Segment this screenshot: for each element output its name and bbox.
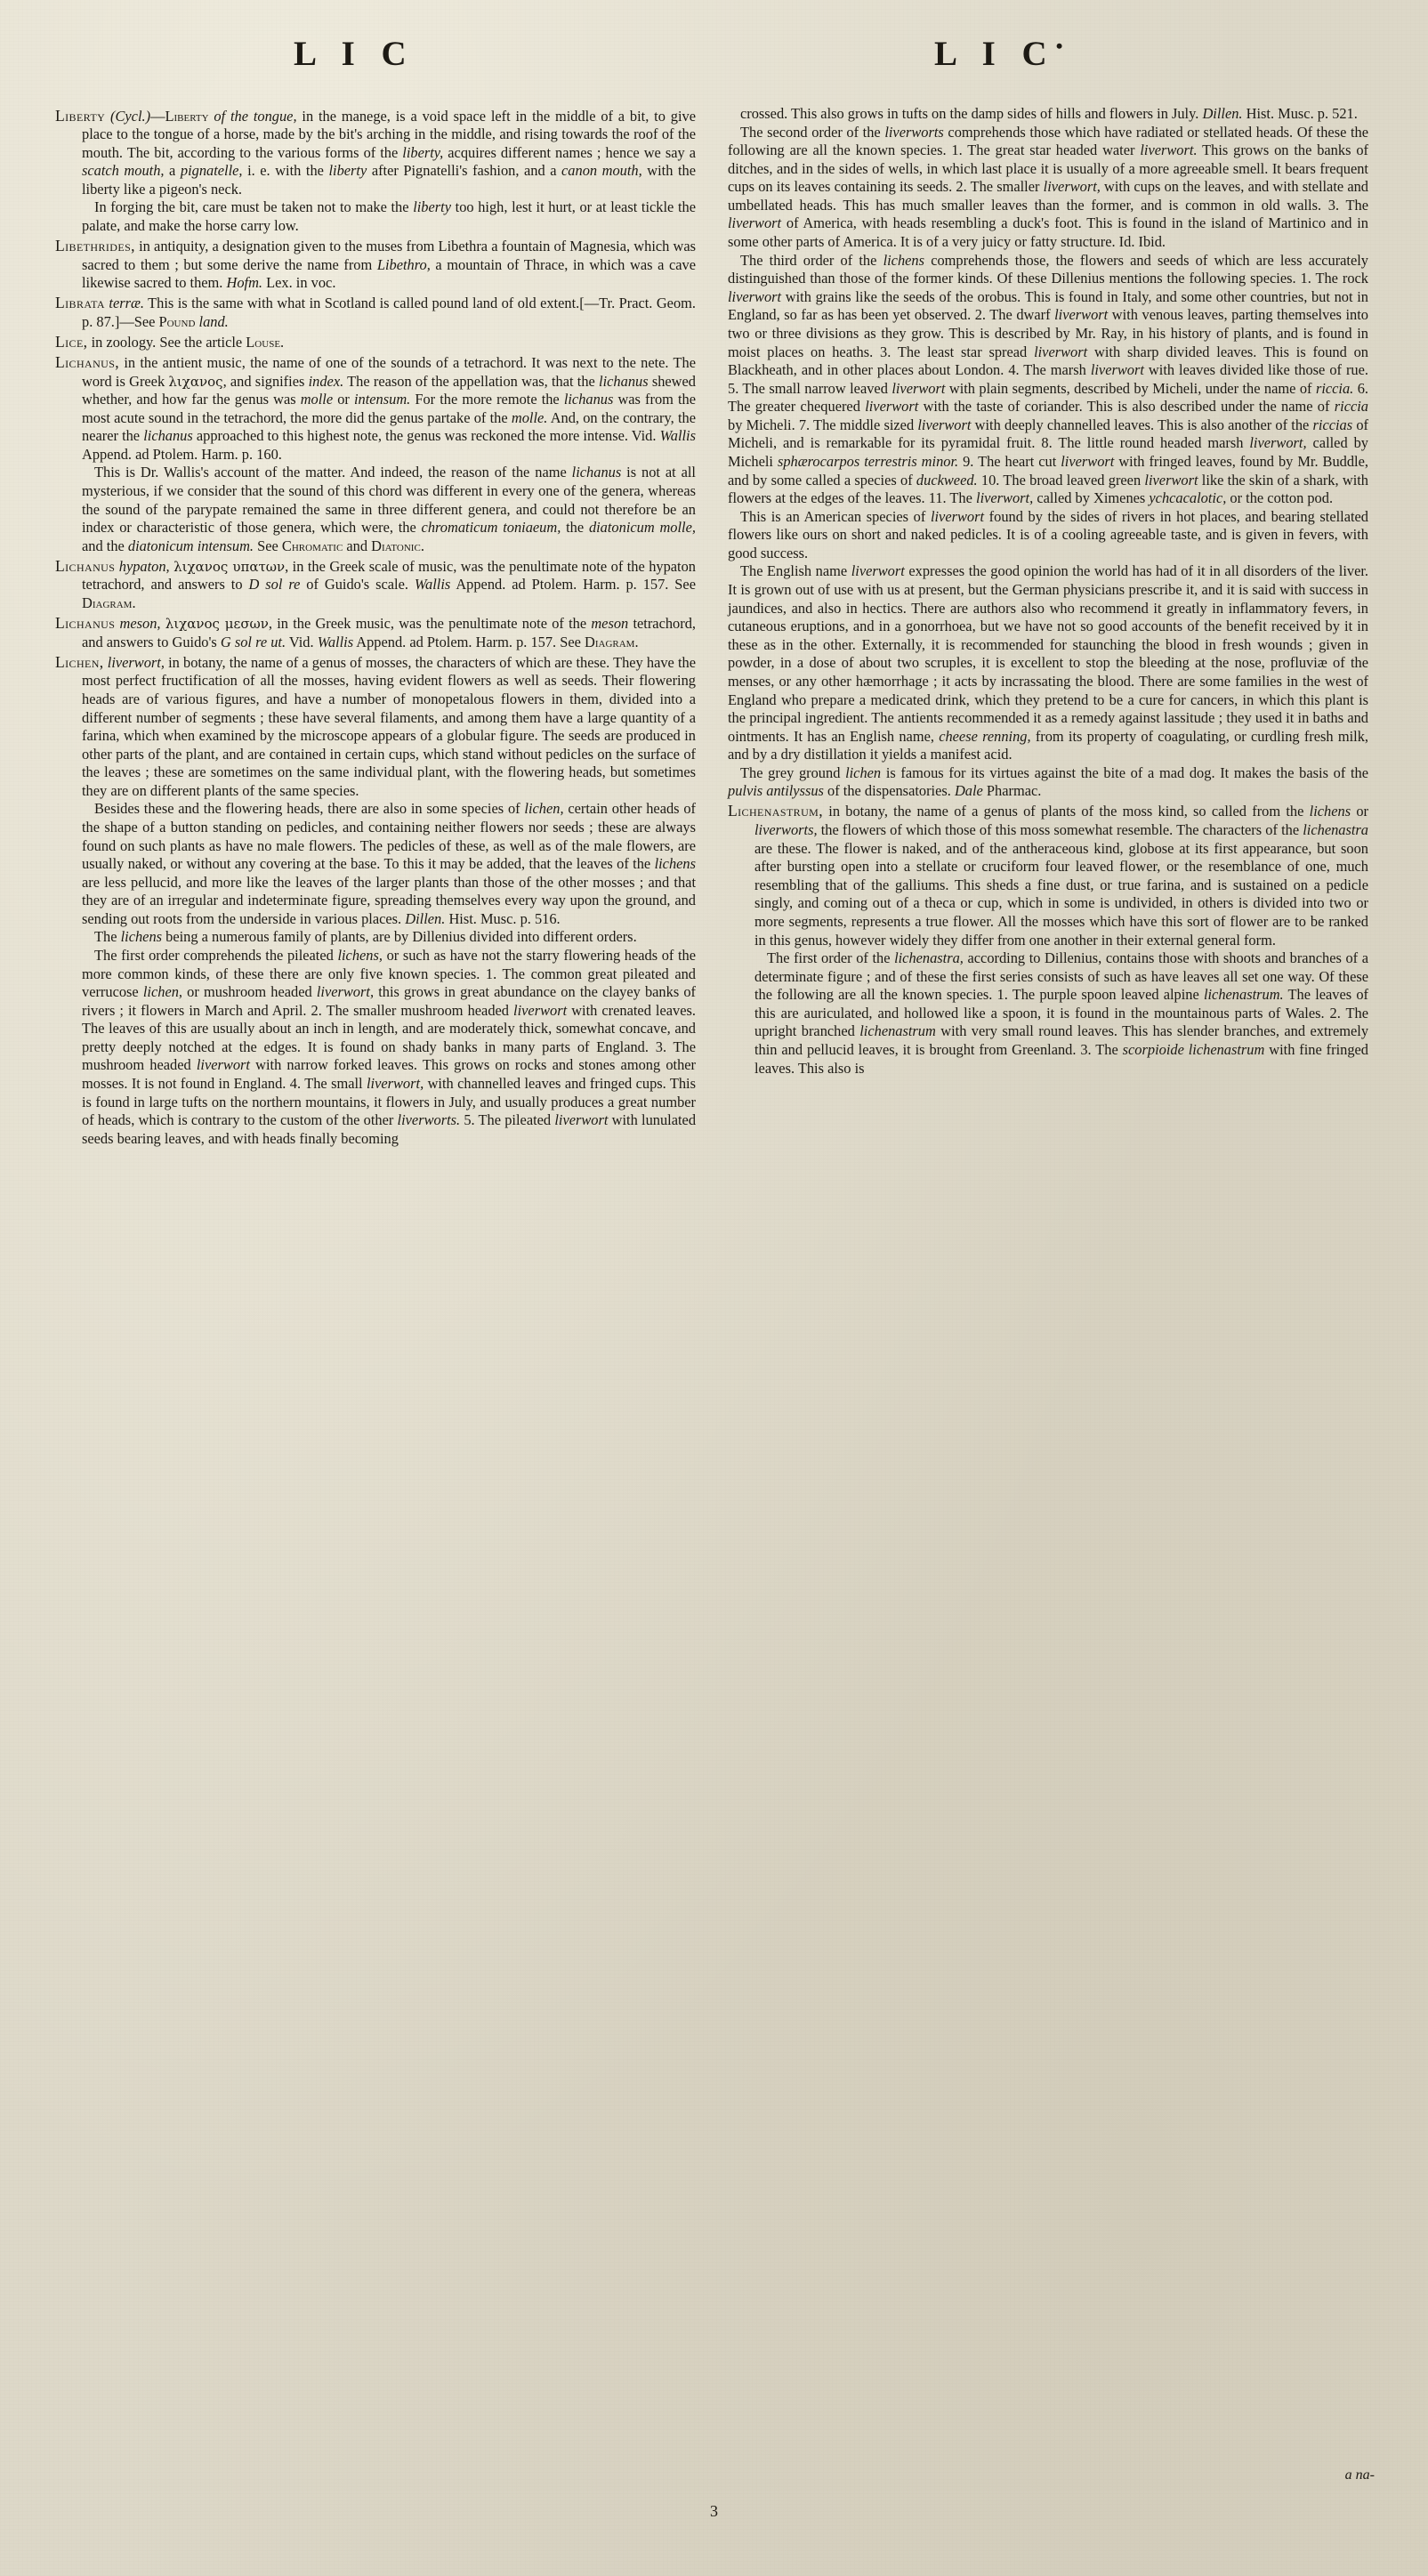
entry-paragraph: The first order of the lichenastra, according to Dillenius, contains those with shoots and branches of a determinate figure ; and of these the first series consists of such as have leaves all set one way. Of these the following are all the known species. 1. The purple spoon leaved alpine lichenastrum. The leaves of this are auriculated, and hollowed like a spoon, it is found in the mountainous parts of Wales. 2. The upright branched lichenastrum with very small round leaves. This has slender branches, and extremely thin and pellucid leaves, it is brought from Greenland. 3. The scorpioide lichenastrum with fine fringed leaves. This also is: [754, 949, 1369, 1077]
dictionary-entry: Lichanus meson, λιχανος μεσων, in the Greek music, was the penultimate note of the meson tetrachord, and answers to Guido's G sol re ut. Vid. Wallis Append. ad Ptolem. Harm. p. 157. See Diagram.: [55, 614, 696, 650]
running-head-left: L I C: [294, 35, 415, 73]
dictionary-entry: Libethrides, in antiquity, a designation given to the muses from Libethra a fountain of Magnesia, which was sacred to them ; but some derive the name from Libethro, a mountain of Thrace, in which was a cave likewise sacred to them. Hofm. Lex. in voc.: [55, 237, 696, 292]
page-folio: 3: [710, 2502, 718, 2520]
entry-paragraph: In forging the bit, care must be taken not to make the liberty too high, lest it hurt, or at least tickle the palate, and make the horse carry low.: [82, 198, 696, 234]
dictionary-entry: Liberty (Cycl.)—Liberty of the tongue, in the manege, is a void space left in the middle of a bit, to give place to the tongue of a horse, made by the bit's arching in the middle, and rising towards the roof of the mouth. The bit, according to the various forms of the liberty, acquires different names ; hence we say a scatch mouth, a pignatelle, i. e. with the liberty after Pignatelli's fashion, and a canon mouth, with the liberty like a pigeon's neck.: [55, 106, 696, 198]
entry-paragraph: The third order of the lichens comprehends those, the flowers and seeds of which are less accurately distinguished than those of the former kinds. Of these Dillenius mentions the following species. 1. The rock liverwort with grains like the seeds of the orobus. This is found in Italy, and some other countries, but not in England, so far as has been yet observed. 2. The dwarf liverwort with venous leaves, parting themselves into two or three divisions as they grow. This is described by Mr. Ray, in his history of plants, and is found in moist places on heaths. 3. The least star spread liverwort with sharp divided leaves. This is found on Blackheath, and in other places about London. 4. The marsh liverwort with leaves divided like those of rue. 5. The small narrow leaved liverwort with plain segments, described by Micheli, under the name of riccia. 6. The greater chequered liverwort with the taste of coriander. This is also described under the name of riccia by Micheli. 7. The middle sized liverwort with deeply channelled leaves. This is also another of the riccias of Micheli, and is remarkable for its pyramidal fruit. 8. The little round headed marsh liverwort, called by Micheli sphærocarpos terrestris minor. 9. The heart cut liverwort with fringed leaves, found by Mr. Buddle, and by some called a species of duckweed. 10. The broad leaved green liverwort like the skin of a shark, with flowers at the edges of the leaves. 11. The liverwort, called by Ximenes ychcacalotic, or the cotton pod.: [728, 251, 1369, 507]
entry-paragraph: Besides these and the flowering heads, there are also in some species of lichen, certain other heads of the shape of a button standing on pedicles, and containing neither flowers nor seeds ; these are always found on such plants as have no male flowers. The pedicles of these, as well as of the male flowers, are usually naked, or without any covering at the base. To this it may be added, that the leaves of the lichens are less pellucid, and more like the leaves of the larger plants than those of the other mosses ; and that they are of an irregular and indeterminate figure, spreading themselves every way upon the ground, and sending out roots from the underside in various places. Dillen. Hist. Musc. p. 516.: [82, 800, 696, 927]
entry-paragraph: The lichens being a numerous family of plants, are by Dillenius divided into different orders.: [94, 928, 637, 946]
dictionary-entry: Lichen, liverwort, in botany, the name of a genus of mosses, the characters of which are these. They have the most perfect fructification of all the mosses, having evident flowers as well as seeds. Their flowering heads are of various figures, and have a number of monopetalous flowers in them, divided into a different number of segments ; these have several filaments, and among them have a large quantity of a farina, which when examined by the microscope appears of a globular figure. The seeds are produced in other parts of the plant, and are contained in certain cups, which stand without pedicles on the surface of the leaves ; these are sometimes on the same individual plant, with the flowering heads, but sometimes they are on different plants of the same species.: [55, 652, 696, 799]
dictionary-entry: Lichanus, in the antient music, the name of one of the sounds of a tetrachord. It was next to the nete. The word is Greek λιχανος, and signifies index. The reason of the appellation was, that the lichanus shewed whether, and how far the genus was molle or intensum. For the more remote the lichanus was from the most acute sound in the tetrachord, the more did the genus partake of the molle. And, on the contrary, the nearer the lichanus approached to this highest note, the genus was reckoned the more intense. Vid. Wallis Append. ad Ptolem. Harm. p. 160.: [55, 353, 697, 463]
dictionary-entry: Lice, in zoology. See the article Louse.: [55, 332, 285, 351]
running-head: [0, 34, 1428, 87]
running-head-mark: •: [1055, 35, 1063, 57]
catchword: a na-: [1344, 2467, 1375, 2483]
entry-paragraph: The grey ground lichen is famous for its virtues against the bite of a mad dog. It makes the basis of the pulvis antilyssus of the dispensatories. Dale Pharmac.: [728, 763, 1368, 800]
entry-paragraph: The second order of the liverworts comprehends those which have radiated or stellated heads. Of these the following are all the known species. 1. The great star headed water liverwort. This grows on the banks of ditches, and in the sides of wells, in which last place it is usually of a more agreeable smell. It bears frequent cups on its leaves containing its seeds. 2. The smaller liverwort, with cups on the leaves, and with stellate and umbellated heads. This has much smaller leaves than the former, and is common in old walls. 3. The liverwort of America, with heads resembling a duck's foot. This is found in the island of Martinico and in some other parts of America. It is of a very juicy or fatty structure. Id. Ibid.: [728, 123, 1368, 251]
entry-paragraph: This is an American species of liverwort found by the sides of rivers in hot places, and bearing stellated flowers like ours on short and naked pedicles. It is of a cooling agreeable taste, and is given in fevers, with good success.: [728, 507, 1368, 561]
dictionary-entry: Librata terræ. This is the same with what in Scotland is called pound land of old extent.[—Tr. Pract. Geom. p. 87.]—See Pound land.: [55, 294, 696, 330]
left-column: [55, 105, 696, 2460]
dictionary-entry: Lichenastrum, in botany, the name of a genus of plants of the moss kind, so called from the lichens or liverworts, the flowers of which those of this moss somewhat resemble. The characters of the lichenastra are these. The flower is naked, and of the antheraceous kind, globose at its first appearance, but soon after bursting open into a stellate or cruciform four leaved flower, or the resemblance of one, much resembling that of the galliums. This sheds a fine dust, or true farina, and is sustained on a pedicle singly, and coming out of a theca or cup, which in some is undivided, in others is divided into two or more segments, represents a true flower. All the mosses which have this sort of flower are to be ranked in this genus, however widely they differ from one another in their external general form.: [728, 802, 1368, 949]
entry-paragraph: The English name liverwort expresses the good opinion the world has had of it in all disorders of the liver. It is grown out of use with us at present, but the German physicians prescribe it, and it is said with success in jaundices, and also in hectics. There are authors also who recommend it greatly in inflammatory fevers, in cutaneous eruptions, and in a gonorrhoea, but we have not so good accounts of the benefit received by it in these as in the other. Externally, it is recommended for staunching the blood in fresh wounds ; given in powder, in a dose of about two scruples, it is excellent to stop the bleeding at the nose, profluviæ of the menses, or any other hæmorrhage ; it acts by incrassating the blood. There are some families in the west of England who prepare a medicated drink, which they pretend to be a cure for cancers, in which this plant is the principal ingredient. The antients recommended it as a remedy against lassitude ; they used it in baths and ointments. It has an English name, cheese renning, from its property of coagulating, or curdling fresh milk, and by a dry distillation it yields a manifest acid.: [728, 562, 1368, 763]
entry-paragraph: The first order comprehends the pileated lichens, or such as have not the starry flowering heads of the more common kinds, of these there are only five known species. 1. The common great pileated and verrucose lichen, or mushroom headed liverwort, this grows in great abundance on the clayey banks of rivers ; it flowers in March and April. 2. The smaller mushroom headed liverwort with crenated leaves. The leaves of this are usually about an inch in length, and are moderately thick, somewhat concave, and pretty deeply notched at the edges. It is found on shady banks in many parts of England. 3. The mushroom headed liverwort with narrow forked leaves. This grows on rocks and stones among other mosses. It is not found in England. 4. The small liverwort, with channelled leaves and fringed cups. This is found in large tufts on the northern mountains, it flowers in July, and usually produces a great number of heads, which is contrary to the custom of the other liverworts. 5. The pileated liverwort with lunulated seeds bearing leaves, and with heads finally becoming: [82, 947, 697, 1147]
text-columns: [55, 105, 1376, 2460]
entry-paragraph: This is Dr. Wallis's account of the matter. And indeed, the reason of the name lichanus is not at all mysterious, if we consider that the sound of this chord was different in every one of the genera, whereas the sound of the parypate remained the same in three different genera, and could not therefore be an index or characteristic of those genera, which were, the chromaticum toniaeum, the diatonicum molle, and the diatonicum intensum. See Chromatic and Diatonic.: [82, 464, 696, 554]
dictionary-entry: Lichanus hypaton, λιχανος υπατων, in the Greek scale of music, was the penultimate note of the hypaton tetrachord, and answers to D sol re of Guido's scale. Wallis Append. ad Ptolem. Harm. p. 157. See Diagram.: [55, 556, 697, 612]
running-head-right: [934, 34, 1062, 74]
entry-paragraph: crossed. This also grows in tufts on the damp sides of hills and flowers in July. Dillen. Hist. Musc. p. 521.: [740, 105, 1358, 122]
running-head-right-text: L I C: [934, 35, 1056, 73]
right-column: [728, 105, 1368, 2460]
